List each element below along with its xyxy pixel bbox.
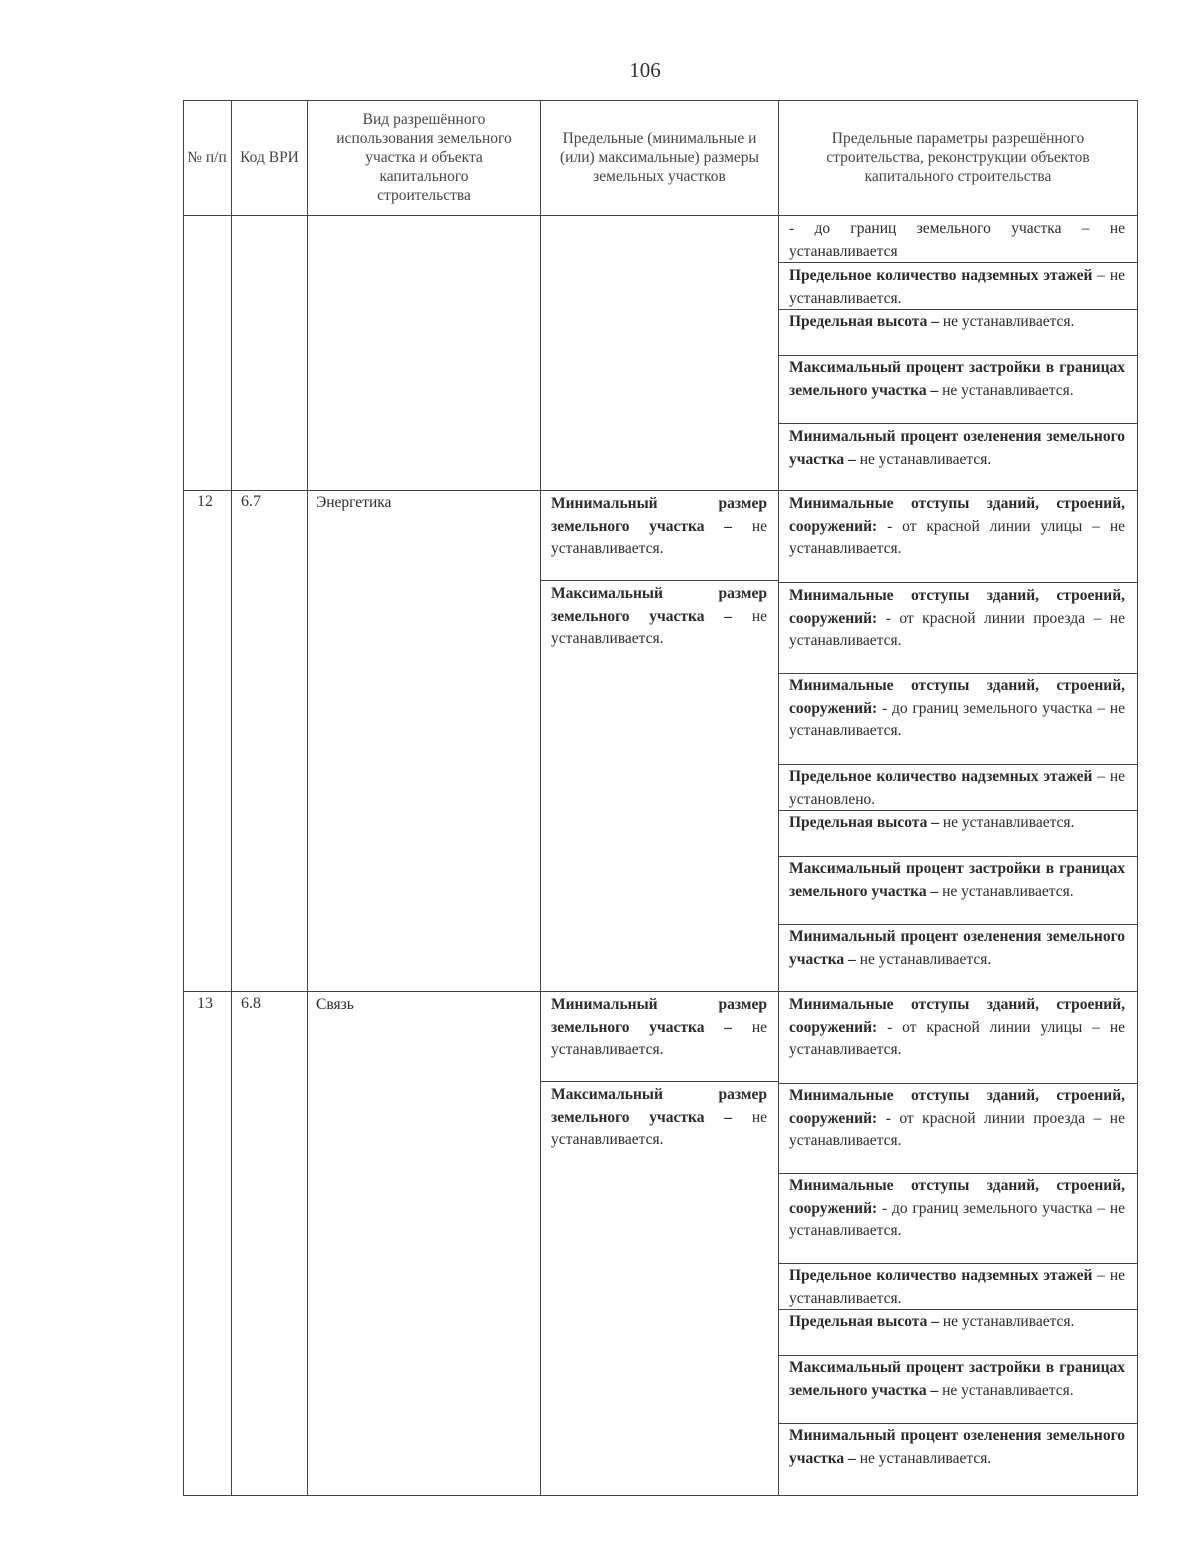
param-cell: Минимальный процент озеленения земельного участка – не устанавливается. [789,928,1125,968]
param-cell: Максимальный процент застройки в границах земельного участка – не устанавливается. [789,359,1125,399]
header-col-code: Код ВРИ [240,148,299,166]
zoning-table [183,100,1138,1496]
param-cell: Минимальные отступы зданий, строений, сооружений: - от красной линии улицы – не устанавливается. [789,495,1125,557]
table-border-left [183,100,184,1496]
table-border-bottom [183,1495,1138,1496]
param-cell: Предельная высота – не устанавливается. [789,1313,1075,1330]
row-13-top-rule [183,991,1138,992]
param-cell: Предельная высота – не устанавливается. [789,313,1075,330]
param-cell: Предельное количество надземных этажей – не установлено. [789,768,1125,808]
column-rule-kind [307,100,308,1496]
param-cell: Предельное количество надземных этажей – не устанавливается. [789,267,1125,307]
row-number: 13 [197,995,213,1012]
param-cell: Минимальный процент озеленения земельного участка – не устанавливается. [789,428,1125,468]
table-border-top [183,100,1138,101]
param-cell: Минимальные отступы зданий, строений, сооружений: - от красной линии улицы – не устанавливается. [789,996,1125,1058]
param-cell: Предельное количество надземных этажей – не устанавливается. [789,1267,1125,1307]
param-cell: Предельная высота – не устанавливается. [789,814,1075,831]
param-cell: Минимальные отступы зданий, строений, сооружений: - до границ земельного участка – не устанавливается. [789,1177,1125,1239]
header-col-params: Предельные параметры разрешённого строительства, реконструкции объектов капитального строительства [826,129,1090,185]
header-col-sizes: Предельные (минимальные и (или) максимальные) размеры земельных участков [560,129,759,185]
page-number: 106 [629,58,661,82]
header-bottom-rule [183,215,1138,216]
column-rule-sizes [540,100,541,1496]
param-cell: Минимальный процент озеленения земельного участка – не устанавливается. [789,1427,1125,1467]
param-cell: Минимальные отступы зданий, строений, сооружений: - от красной линии проезда – не устанавливается. [789,587,1125,649]
header-col-num: № п/п [187,148,227,166]
param-cell: Максимальный процент застройки в границах земельного участка – не устанавливается. [789,1359,1125,1399]
column-rule-code [231,100,232,1496]
param-cell: Минимальные отступы зданий, строений, сооружений: - до границ земельного участка – не устанавливается. [789,677,1125,739]
param-cell: Максимальный процент застройки в границах земельного участка – не устанавливается. [789,860,1125,900]
row-number: 12 [197,493,213,510]
row-kind: Энергетика [316,494,392,511]
header-col-kind: Вид разрешённого использования земельного участка и объекта капитального строительства [336,110,512,204]
row-kind: Связь [316,996,354,1013]
size-cell: Минимальный размер земельного участка – не устанавливается. [551,495,767,557]
row-code: 6.8 [241,995,261,1012]
row-12-top-rule [183,490,1138,491]
size-cell: Минимальный размер земельного участка – не устанавливается. [551,996,767,1058]
param-cell: Минимальные отступы зданий, строений, сооружений: - от красной линии проезда – не устанавливается. [789,1087,1125,1149]
row-code: 6.7 [241,493,261,510]
size-cell: Максимальный размер земельного участка – не устанавливается. [551,585,767,647]
size-cell: Максимальный размер земельного участка – не устанавливается. [551,1086,767,1148]
param-cell: - до границ земельного участка – не устанавливается [789,220,1125,260]
